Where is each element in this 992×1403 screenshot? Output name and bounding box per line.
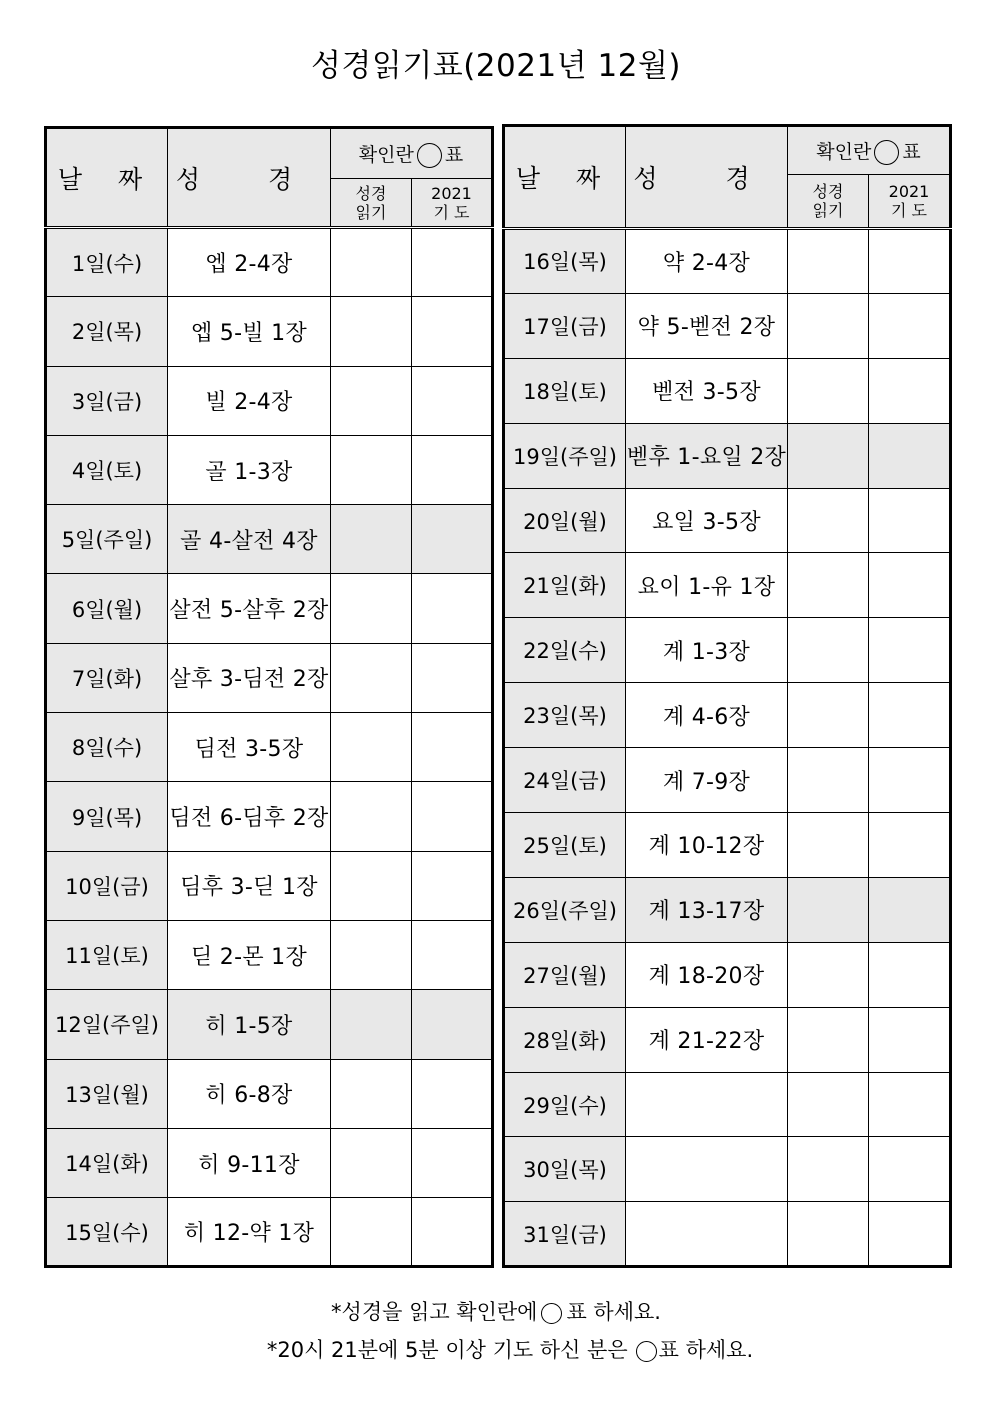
table-row [504, 1007, 951, 1072]
scripture-cell: 살후 3-딤전 2장 [168, 643, 331, 712]
date-cell: 29일(수) [504, 1072, 626, 1137]
scripture-cell: 살전 5-살후 2장 [168, 574, 331, 643]
scripture-cell: 골 1-3장 [168, 435, 331, 504]
reading-check-cell[interactable] [331, 435, 412, 504]
prayer-check-cell[interactable] [869, 618, 951, 683]
reading-table-right [502, 124, 952, 1268]
table-row [504, 358, 951, 423]
reading-check-cell[interactable] [331, 1128, 412, 1197]
table-row [46, 366, 493, 435]
date-cell: 18일(토) [504, 358, 626, 423]
header-prayer: 2021 기 도 [412, 179, 493, 228]
scripture-cell: 계 10-12장 [626, 813, 788, 878]
reading-check-cell[interactable] [788, 618, 869, 683]
date-cell: 2일(목) [46, 297, 168, 366]
date-cell: 17일(금) [504, 293, 626, 358]
date-cell: 3일(금) [46, 366, 168, 435]
table-row [46, 1128, 493, 1197]
scripture-cell: 요이 1-유 1장 [626, 553, 788, 618]
date-cell: 1일(수) [46, 228, 168, 297]
table-row [46, 297, 493, 366]
scripture-cell: 딤전 3-5장 [168, 713, 331, 782]
prayer-check-cell[interactable] [412, 1198, 493, 1267]
scripture-cell: 히 6-8장 [168, 1059, 331, 1128]
scripture-cell: 계 18-20장 [626, 942, 788, 1007]
date-cell: 13일(월) [46, 1059, 168, 1128]
header-date: 날 짜 [504, 126, 626, 229]
header-check: 확인란 표 [331, 128, 493, 179]
date-cell: 21일(화) [504, 553, 626, 618]
reading-check-cell[interactable] [331, 643, 412, 712]
table-row [504, 488, 951, 553]
reading-check-cell[interactable] [788, 1072, 869, 1137]
reading-check-cell[interactable] [331, 782, 412, 851]
scripture-cell [626, 1072, 788, 1137]
scripture-cell: 엡 5-빌 1장 [168, 297, 331, 366]
footer-note-2: *20시 21분에 5분 이상 기도 하신 분은 표 하세요. [266, 1338, 754, 1362]
date-cell: 7일(화) [46, 643, 168, 712]
scripture-cell: 히 12-약 1장 [168, 1198, 331, 1267]
circle-icon [541, 1303, 562, 1324]
header-reading: 성경 읽기 [788, 175, 869, 229]
scripture-cell: 히 1-5장 [168, 990, 331, 1059]
reading-check-cell[interactable] [788, 358, 869, 423]
table-row [504, 1137, 951, 1202]
scripture-cell: 빌 2-4장 [168, 366, 331, 435]
table-row [46, 228, 493, 297]
table-row [504, 813, 951, 878]
scripture-cell: 요일 3-5장 [626, 488, 788, 553]
table-row [504, 293, 951, 358]
date-cell: 20일(월) [504, 488, 626, 553]
scripture-cell: 딛 2-몬 1장 [168, 920, 331, 989]
table-row [46, 782, 493, 851]
prayer-check-cell[interactable] [412, 366, 493, 435]
prayer-check-cell[interactable] [869, 683, 951, 748]
prayer-check-cell[interactable] [412, 228, 493, 297]
scripture-cell: 딤전 6-딤후 2장 [168, 782, 331, 851]
scripture-cell [626, 1137, 788, 1202]
prayer-check-cell[interactable] [869, 229, 951, 294]
prayer-check-cell[interactable] [412, 297, 493, 366]
prayer-check-cell[interactable] [412, 505, 493, 574]
reading-check-cell[interactable] [788, 553, 869, 618]
date-cell: 14일(화) [46, 1128, 168, 1197]
scripture-cell: 벧후 1-요일 2장 [626, 423, 788, 488]
reading-check-cell[interactable] [331, 505, 412, 574]
reading-check-cell[interactable] [331, 297, 412, 366]
scripture-cell: 계 13-17장 [626, 877, 788, 942]
prayer-check-cell[interactable] [412, 574, 493, 643]
date-cell: 12일(주일) [46, 990, 168, 1059]
header-prayer: 2021 기 도 [869, 175, 951, 229]
circle-icon [874, 140, 899, 165]
date-cell: 19일(주일) [504, 423, 626, 488]
header-reading: 성경 읽기 [331, 179, 412, 228]
date-cell: 28일(화) [504, 1007, 626, 1072]
date-cell: 8일(수) [46, 713, 168, 782]
prayer-check-cell[interactable] [869, 358, 951, 423]
table-row [504, 748, 951, 813]
table-row [504, 423, 951, 488]
prayer-check-cell[interactable] [869, 423, 951, 488]
circle-icon [636, 1341, 657, 1362]
scripture-cell: 딤후 3-딛 1장 [168, 851, 331, 920]
table-row [504, 618, 951, 683]
prayer-check-cell[interactable] [869, 942, 951, 1007]
table-row [46, 851, 493, 920]
scripture-cell: 골 4-살전 4장 [168, 505, 331, 574]
reading-check-cell[interactable] [788, 877, 869, 942]
date-cell: 22일(수) [504, 618, 626, 683]
prayer-check-cell[interactable] [412, 713, 493, 782]
table-row [46, 505, 493, 574]
circle-icon [417, 143, 442, 168]
header-scripture: 성 경 [626, 126, 788, 229]
date-cell: 30일(목) [504, 1137, 626, 1202]
date-cell: 11일(토) [46, 920, 168, 989]
date-cell: 31일(금) [504, 1202, 626, 1267]
reading-check-cell[interactable] [788, 942, 869, 1007]
scripture-cell: 약 2-4장 [626, 229, 788, 294]
table-row [46, 643, 493, 712]
scripture-cell: 계 1-3장 [626, 618, 788, 683]
table-row [46, 713, 493, 782]
prayer-check-cell[interactable] [869, 293, 951, 358]
date-cell: 4일(토) [46, 435, 168, 504]
table-row [46, 1059, 493, 1128]
reading-check-cell[interactable] [788, 683, 869, 748]
scripture-cell: 계 7-9장 [626, 748, 788, 813]
scripture-cell: 약 5-벧전 2장 [626, 293, 788, 358]
prayer-check-cell[interactable] [412, 643, 493, 712]
table-row [504, 877, 951, 942]
reading-check-cell[interactable] [788, 748, 869, 813]
prayer-check-cell[interactable] [412, 435, 493, 504]
footer-notes [0, 1293, 992, 1369]
reading-check-cell[interactable] [331, 574, 412, 643]
date-cell: 26일(주일) [504, 877, 626, 942]
prayer-check-cell[interactable] [869, 813, 951, 878]
prayer-check-cell[interactable] [869, 877, 951, 942]
reading-check-cell[interactable] [788, 293, 869, 358]
prayer-check-cell[interactable] [869, 748, 951, 813]
reading-check-cell[interactable] [331, 228, 412, 297]
reading-table-left [44, 126, 494, 1268]
prayer-check-cell[interactable] [412, 990, 493, 1059]
date-cell: 25일(토) [504, 813, 626, 878]
reading-check-cell[interactable] [331, 1198, 412, 1267]
date-cell: 10일(금) [46, 851, 168, 920]
scripture-cell [626, 1202, 788, 1267]
header-date: 날 짜 [46, 128, 168, 228]
reading-check-cell[interactable] [788, 423, 869, 488]
footer-note-1: *성경을 읽고 확인란에 표 하세요. [331, 1300, 661, 1324]
reading-check-cell[interactable] [788, 1202, 869, 1267]
reading-check-cell[interactable] [788, 229, 869, 294]
date-cell: 27일(월) [504, 942, 626, 1007]
scripture-cell: 엡 2-4장 [168, 228, 331, 297]
table-row [504, 229, 951, 294]
scripture-cell: 벧전 3-5장 [626, 358, 788, 423]
table-row [504, 553, 951, 618]
scripture-cell: 히 9-11장 [168, 1128, 331, 1197]
page-title: 성경읽기표(2021년 12월) [310, 48, 681, 84]
table-row [504, 1072, 951, 1137]
date-cell: 15일(수) [46, 1198, 168, 1267]
header-scripture: 성 경 [168, 128, 331, 228]
table-row [46, 920, 493, 989]
table-row [504, 942, 951, 1007]
reading-check-cell[interactable] [331, 920, 412, 989]
reading-check-cell[interactable] [788, 1007, 869, 1072]
scripture-cell: 계 4-6장 [626, 683, 788, 748]
prayer-check-cell[interactable] [869, 1137, 951, 1202]
reading-check-cell[interactable] [331, 990, 412, 1059]
prayer-check-cell[interactable] [869, 488, 951, 553]
reading-check-cell[interactable] [331, 1059, 412, 1128]
prayer-check-cell[interactable] [869, 1202, 951, 1267]
reading-check-cell[interactable] [788, 488, 869, 553]
prayer-check-cell[interactable] [412, 1059, 493, 1128]
table-row [46, 1198, 493, 1267]
reading-check-cell[interactable] [331, 713, 412, 782]
prayer-check-cell[interactable] [869, 1072, 951, 1137]
table-row [46, 574, 493, 643]
prayer-check-cell[interactable] [412, 782, 493, 851]
prayer-check-cell[interactable] [869, 553, 951, 618]
reading-check-cell[interactable] [788, 813, 869, 878]
header-check: 확인란 표 [788, 126, 951, 175]
date-cell: 9일(목) [46, 782, 168, 851]
table-row [504, 683, 951, 748]
reading-check-cell[interactable] [331, 851, 412, 920]
date-cell: 23일(목) [504, 683, 626, 748]
prayer-check-cell[interactable] [412, 1128, 493, 1197]
prayer-check-cell[interactable] [412, 920, 493, 989]
date-cell: 6일(월) [46, 574, 168, 643]
prayer-check-cell[interactable] [412, 851, 493, 920]
table-row [46, 435, 493, 504]
date-cell: 5일(주일) [46, 505, 168, 574]
date-cell: 16일(목) [504, 229, 626, 294]
date-cell: 24일(금) [504, 748, 626, 813]
table-row [46, 990, 493, 1059]
reading-check-cell[interactable] [788, 1137, 869, 1202]
prayer-check-cell[interactable] [869, 1007, 951, 1072]
reading-check-cell[interactable] [331, 366, 412, 435]
table-row [504, 1202, 951, 1267]
scripture-cell: 계 21-22장 [626, 1007, 788, 1072]
